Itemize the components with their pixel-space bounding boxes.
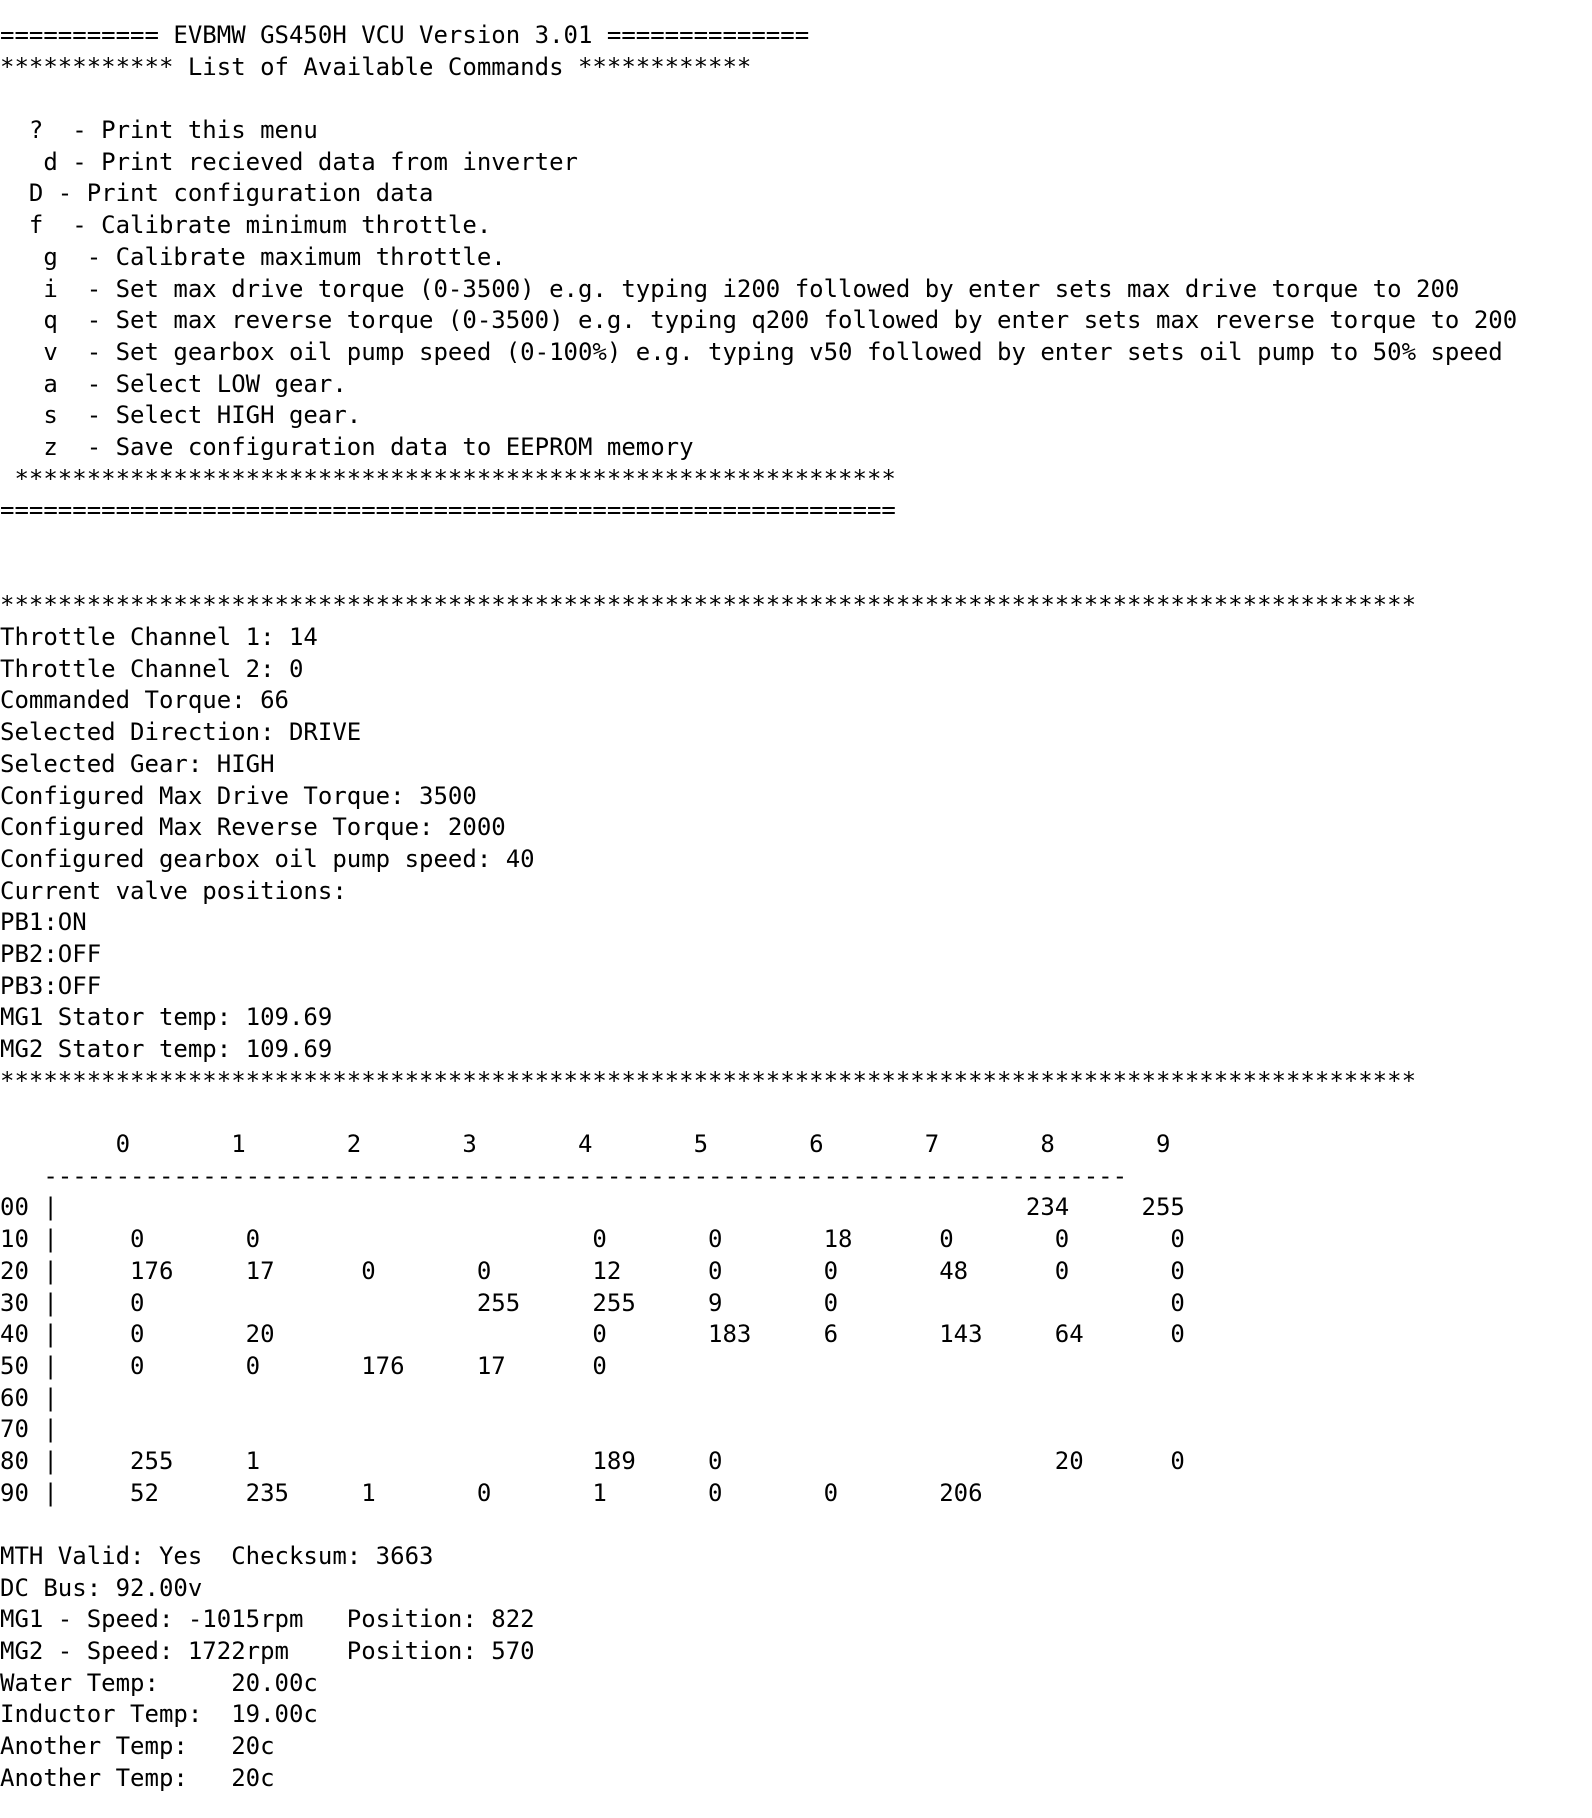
inverter-line: Another Temp: 20c [0,1732,275,1761]
status-line: Configured Max Drive Torque: 3500 [0,781,477,810]
blank-line [0,1097,1592,1129]
command-item-d: d - Print recieved data from inverter [0,147,578,176]
command-item-f: f - Calibrate minimum throttle. [0,211,492,240]
table-row: 50 | 0 0 176 17 0 [0,1351,607,1380]
table-row: 90 | 52 235 1 0 1 0 0 206 [0,1478,983,1507]
inverter-line: MG2 - Speed: 1722rpm Position: 570 [0,1637,535,1666]
valve-status-pb1: PB1:ON [0,908,87,937]
status-star-separator-top: ************************************************************************************************** [0,591,1417,620]
command-item-z: z - Save configuration data to EEPROM memory [0,432,694,461]
command-item-s: s - Select HIGH gear. [0,401,362,430]
table-rule: --------------------------------------------------------------------------- [0,1161,1128,1190]
valve-status-pb2: PB2:OFF [0,939,102,968]
status-line: Commanded Torque: 66 [0,686,289,715]
table-row: 40 | 0 20 0 183 6 143 64 0 [0,1320,1185,1349]
status-line: Selected Gear: HIGH [0,749,275,778]
inverter-line: Another Temp: 20c [0,1763,275,1792]
commands-title: ************ List of Available Commands ************ [0,52,752,81]
table-row: 60 | [0,1383,58,1412]
inverter-line: MG1 - Speed: -1015rpm Position: 822 [0,1605,535,1634]
status-line: Configured gearbox oil pump speed: 40 [0,844,535,873]
table-row: 00 | 234 255 [0,1193,1185,1222]
status-line: MG1 Stator temp: 109.69 [0,1003,333,1032]
command-item-q: q - Set max reverse torque (0-3500) e.g. typing q200 followed by enter sets max reverse torque to 200 [0,306,1518,335]
blank-line [0,527,1592,559]
status-line: Configured Max Reverse Torque: 2000 [0,813,506,842]
inverter-line: MTH Valid: Yes Checksum: 3663 [0,1542,434,1570]
menu-star-separator: ************************************************************* [0,464,896,493]
menu-equals-separator: ============================================================== [0,496,896,525]
blank-line [0,83,1592,115]
version-banner: =========== EVBMW GS450H VCU Version 3.01 ============== [0,21,810,49]
command-item-g: g - Calibrate maximum throttle. [0,242,506,271]
status-line: Current valve positions: [0,876,347,905]
command-item-D: D - Print configuration data [0,179,434,208]
command-item-v: v - Set gearbox oil pump speed (0-100%) e.g. typing v50 followed by enter sets oil pump to 50% speed [0,337,1503,366]
table-row: 80 | 255 1 189 0 20 0 [0,1446,1185,1475]
table-row: 20 | 176 17 0 0 12 0 0 48 0 0 [0,1256,1185,1285]
status-star-separator-bottom: ************************************************************************************************** [0,1066,1417,1095]
data-dump-table [0,1129,1592,1509]
table-row: 10 | 0 0 0 0 18 0 0 0 [0,1225,1185,1254]
blank-line [0,559,1592,591]
table-row: 70 | [0,1415,58,1444]
status-line: Selected Direction: DRIVE [0,718,362,747]
status-line: Throttle Channel 1: 14 [0,623,318,652]
table-row: 30 | 0 255 255 9 0 0 [0,1288,1185,1317]
inverter-line: Inductor Temp: 19.00c [0,1700,318,1729]
table-header: 0 1 2 3 4 5 6 7 8 9 [0,1130,1171,1159]
valve-status-pb3: PB3:OFF [0,971,102,1000]
command-item-a: a - Select LOW gear. [0,369,347,398]
blank-line [0,1509,1592,1541]
inverter-line: DC Bus: 92.00v [0,1573,203,1602]
command-item-help: ? - Print this menu [0,116,318,145]
command-list [0,115,1592,464]
command-item-i: i - Set max drive torque (0-3500) e.g. typing i200 followed by enter sets max drive torque to 200 [0,274,1460,303]
inverter-readout [0,1541,1592,1795]
status-line: Throttle Channel 2: 0 [0,654,304,683]
status-block [0,622,1592,1066]
inverter-line: Water Temp: 20.00c [0,1668,318,1697]
serial-terminal-output [0,20,1592,1795]
status-line: MG2 Stator temp: 109.69 [0,1035,333,1063]
